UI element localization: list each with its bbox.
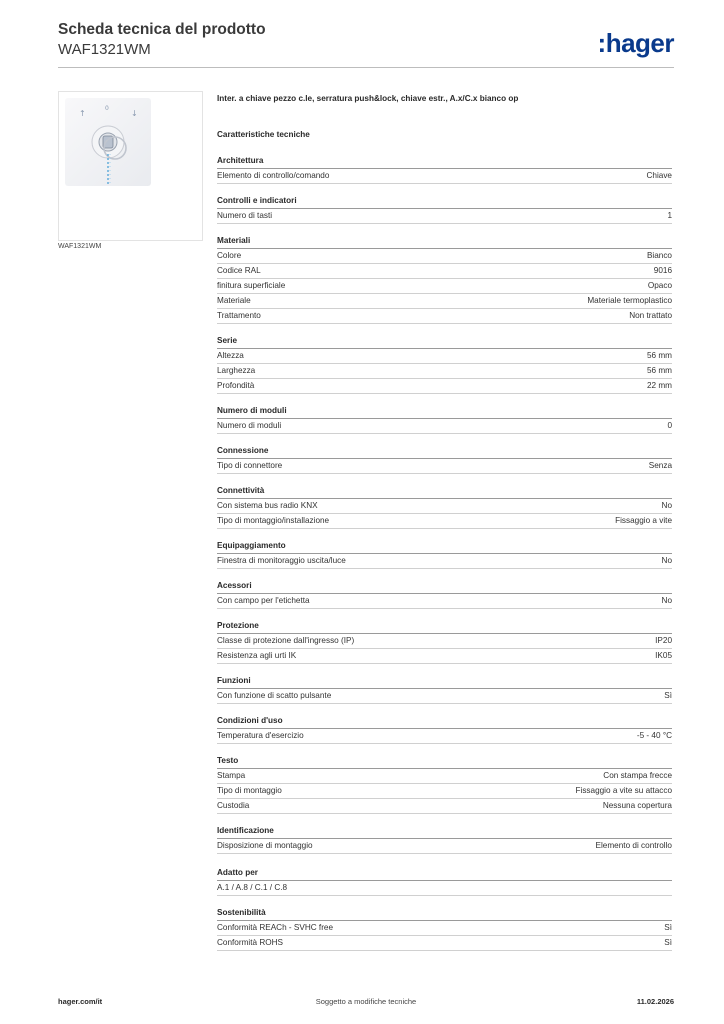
section-title: Serie — [217, 334, 672, 349]
spec-row — [217, 364, 672, 379]
section-title: Funzioni — [217, 674, 672, 689]
spec-row — [217, 594, 672, 609]
spec-value: Opaco — [647, 281, 672, 290]
header-divider — [58, 67, 674, 68]
spec-label: Custodia — [217, 801, 250, 810]
spec-row — [217, 309, 672, 324]
spec-value: 56 mm — [646, 351, 672, 360]
section-title: Connettività — [217, 484, 672, 499]
spec-value: IP20 — [655, 636, 672, 645]
section-title: Connessione — [217, 444, 672, 459]
switch-plate — [65, 98, 151, 186]
spec-label: Colore — [217, 251, 242, 260]
spec-value: No — [661, 596, 672, 605]
section-title: Condizioni d'uso — [217, 714, 672, 729]
spec-label: Con sistema bus radio KNX — [217, 501, 318, 510]
spec-label: Larghezza — [217, 366, 256, 375]
spec-row — [217, 514, 672, 529]
spec-label: Conformità REACh - SVHC free — [217, 923, 334, 932]
spec-row — [217, 264, 672, 279]
section-title: Sostenibilità — [217, 906, 672, 921]
spec-row — [217, 419, 672, 434]
spec-value: Senza — [648, 461, 672, 470]
spec-row — [217, 169, 672, 184]
section-title: Adatto per — [217, 866, 672, 881]
svg-text:↓: ↓ — [131, 109, 138, 118]
spec-row — [217, 649, 672, 664]
footer-note: Soggetto a modifiche tecniche — [315, 997, 417, 1006]
spec-row — [217, 689, 672, 704]
spec-value: Sì — [664, 923, 672, 932]
key-switch-illustration — [65, 98, 151, 186]
spec-row — [217, 921, 672, 936]
spec-value: 1 — [667, 211, 672, 220]
spec-label: Tipo di connettore — [217, 461, 283, 470]
spec-label: Profondità — [217, 381, 255, 390]
spec-value: Fissaggio a vite su attacco — [575, 786, 672, 795]
spec-label: Con campo per l'etichetta — [217, 596, 310, 605]
spec-value: No — [661, 501, 672, 510]
spec-heading: Caratteristiche tecniche — [217, 130, 310, 139]
spec-label: Numero di tasti — [217, 211, 273, 220]
spec-value: Non trattato — [629, 311, 672, 320]
spec-value: Bianco — [646, 251, 672, 260]
spec-label: Tipo di montaggio/installazione — [217, 516, 330, 525]
section-title: Materiali — [217, 234, 672, 249]
hager-logo: :hager — [597, 28, 674, 58]
spec-label: Altezza — [217, 351, 244, 360]
document-header — [58, 20, 674, 59]
spec-row — [217, 499, 672, 514]
spec-label: Classe di protezione dall'ingresso (IP) — [217, 636, 355, 645]
spec-label: Tipo di montaggio — [217, 786, 282, 795]
extra-sections — [217, 866, 672, 951]
spec-row — [217, 459, 672, 474]
section-gap — [217, 854, 672, 866]
spec-value: Chiave — [646, 171, 672, 180]
spec-value: -5 - 40 °C — [636, 731, 672, 740]
spec-value: Sì — [664, 691, 672, 700]
spec-value: Nessuna copertura — [602, 801, 672, 810]
spec-row — [217, 209, 672, 224]
section-title: Controlli e indicatori — [217, 194, 672, 209]
section-title: Testo — [217, 754, 672, 769]
spec-row — [217, 249, 672, 264]
spec-label: Con funzione di scatto pulsante — [217, 691, 332, 700]
product-image — [58, 91, 203, 241]
section-title: Identificazione — [217, 824, 672, 839]
spec-label: Finestra di monitoraggio uscita/luce — [217, 556, 346, 565]
spec-value: IK05 — [655, 651, 672, 660]
spec-row — [217, 729, 672, 744]
section-title: Architettura — [217, 154, 672, 169]
spec-sections — [217, 154, 672, 854]
page-title: Scheda tecnica del prodotto — [58, 21, 266, 38]
spec-label: Stampa — [217, 771, 246, 780]
spec-label: Trattamento — [217, 311, 261, 320]
product-description: Inter. a chiave pezzo c.le, serratura push&lock, chiave estr., A.x/C.x bianco op — [217, 94, 519, 103]
footer-date: 11.02.2026 — [636, 997, 674, 1006]
spec-label: A.1 / A.8 / C.1 / C.8 — [217, 883, 288, 892]
image-caption: WAF1321WM — [58, 243, 102, 250]
spec-row — [217, 634, 672, 649]
footer-website[interactable]: hager.com/it — [58, 997, 103, 1006]
spec-value: Sì — [664, 938, 672, 947]
spec-value: Materiale termoplastico — [587, 296, 672, 305]
product-code: WAF1321WM — [58, 41, 151, 58]
svg-text:0: 0 — [105, 105, 109, 112]
spec-value: Elemento di controllo — [595, 841, 672, 850]
spec-value: 0 — [667, 421, 672, 430]
spec-row — [217, 784, 672, 799]
spec-row — [217, 379, 672, 394]
spec-row — [217, 799, 672, 814]
spec-row — [217, 881, 672, 896]
spec-row — [217, 294, 672, 309]
spec-label: Conformità ROHS — [217, 938, 283, 947]
spec-label: Resistenza agli urti IK — [217, 651, 297, 660]
svg-text:↑: ↑ — [79, 109, 86, 118]
spec-row — [217, 349, 672, 364]
technical-spec — [217, 91, 672, 951]
section-title: Numero di moduli — [217, 404, 672, 419]
spec-value: 56 mm — [646, 366, 672, 375]
spec-label: Disposizione di montaggio — [217, 841, 313, 850]
spec-value: No — [661, 556, 672, 565]
spec-value: 9016 — [653, 266, 672, 275]
spec-row — [217, 839, 672, 854]
spec-row — [217, 554, 672, 569]
spec-label: Elemento di controllo/comando — [217, 171, 330, 180]
section-title: Protezione — [217, 619, 672, 634]
spec-label: Temperatura d'esercizio — [217, 731, 304, 740]
spec-row — [217, 769, 672, 784]
spec-value: 22 mm — [646, 381, 672, 390]
spec-label: finitura superficiale — [217, 281, 286, 290]
spec-row — [217, 936, 672, 951]
spec-value: Con stampa frecce — [603, 771, 672, 780]
spec-label: Codice RAL — [217, 266, 261, 275]
spec-label: Materiale — [217, 296, 251, 305]
spec-row — [217, 279, 672, 294]
spec-value: Fissaggio a vite — [615, 516, 672, 525]
spec-label: Numero di moduli — [217, 421, 282, 430]
section-title: Equipaggiamento — [217, 539, 672, 554]
section-title: Acessori — [217, 579, 672, 594]
